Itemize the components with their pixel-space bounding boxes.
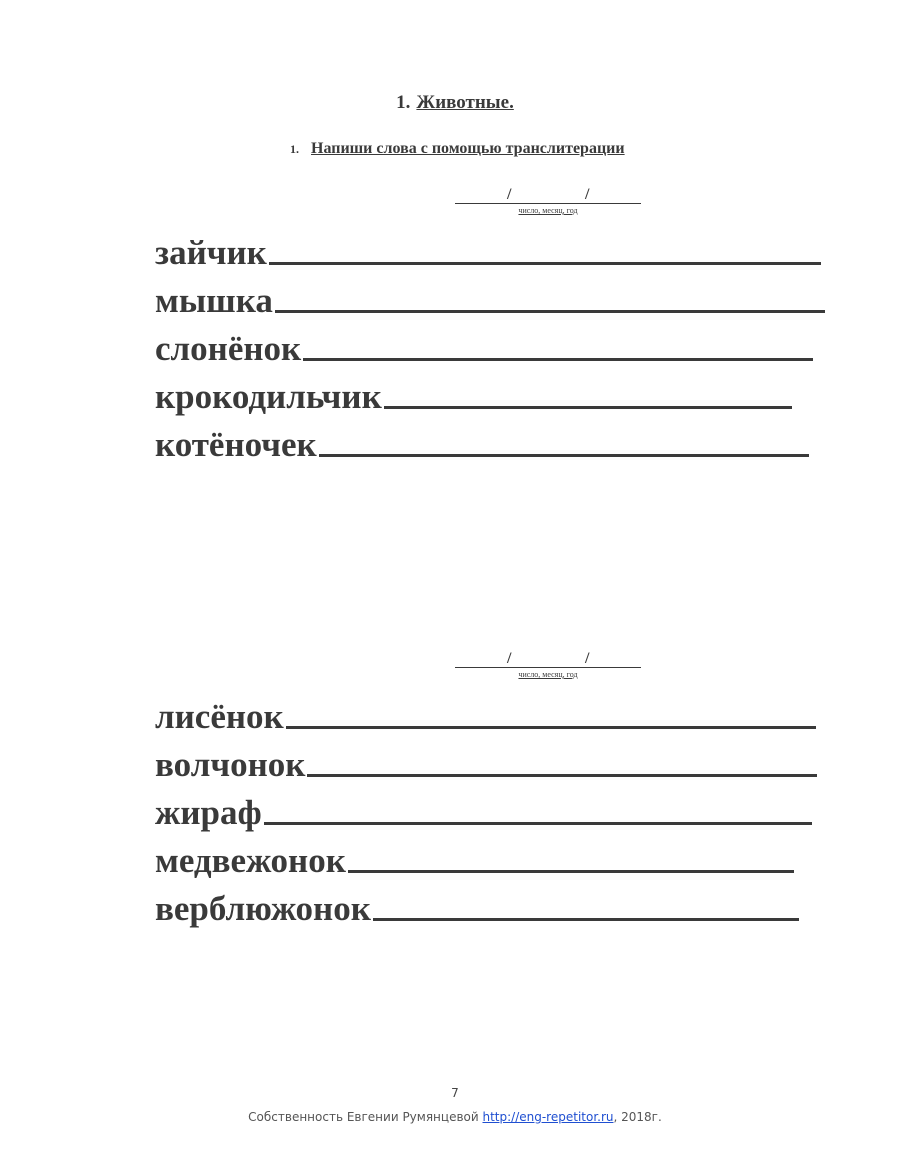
word-label: жираф [155, 793, 262, 832]
section-heading: Животные. [416, 92, 514, 113]
answer-blank[interactable] [303, 357, 813, 361]
word-label: медвежонок [155, 841, 346, 880]
word-row [155, 222, 825, 270]
word-label: слонёнок [155, 329, 302, 368]
word-row [155, 878, 817, 926]
task-title [290, 140, 625, 158]
word-label: крокодильчик [155, 377, 382, 416]
word-row [155, 318, 825, 366]
copyright-text: Собственность Евгении Румянцевой [248, 1110, 483, 1124]
date-caption: число, месяц, год [518, 670, 578, 679]
word-list-1 [155, 222, 825, 462]
word-row [155, 734, 817, 782]
word-label: волчонок [155, 745, 306, 784]
word-row [155, 366, 825, 414]
date-underline [455, 203, 641, 204]
word-label: верблюжонок [155, 889, 371, 928]
date-slash: / [507, 186, 512, 203]
answer-blank[interactable] [275, 309, 825, 313]
date-field[interactable] [455, 186, 641, 220]
word-row [155, 270, 825, 318]
date-field[interactable] [455, 650, 641, 684]
task-instruction: Напиши слова с помощью транслитерации [311, 140, 625, 157]
word-row [155, 414, 825, 462]
answer-blank[interactable] [286, 725, 816, 729]
section-title [0, 92, 910, 114]
word-label: зайчик [155, 233, 267, 272]
date-slash: / [585, 650, 590, 667]
answer-blank[interactable] [384, 405, 792, 409]
date-slash: / [507, 650, 512, 667]
answer-blank[interactable] [264, 821, 812, 825]
date-caption: число, месяц, год [518, 206, 578, 215]
answer-blank[interactable] [269, 261, 821, 265]
word-list-2 [155, 686, 817, 926]
answer-blank[interactable] [348, 869, 794, 873]
date-underline [455, 667, 641, 668]
section-number: 1. [396, 92, 411, 113]
word-row [155, 830, 817, 878]
answer-blank[interactable] [373, 917, 799, 921]
task-number: 1. [290, 142, 299, 156]
footer-copyright [0, 1110, 910, 1124]
word-label: мышка [155, 281, 273, 320]
page-number: 7 [451, 1086, 459, 1100]
word-label: лисёнок [155, 697, 284, 736]
word-row [155, 686, 817, 734]
copyright-year: , 2018г. [613, 1110, 662, 1124]
answer-blank[interactable] [319, 453, 809, 457]
site-link[interactable]: http://eng-repetitor.ru [482, 1110, 614, 1124]
date-slash: / [585, 186, 590, 203]
answer-blank[interactable] [307, 773, 817, 777]
word-label: котёночек [155, 425, 317, 464]
word-row [155, 782, 817, 830]
